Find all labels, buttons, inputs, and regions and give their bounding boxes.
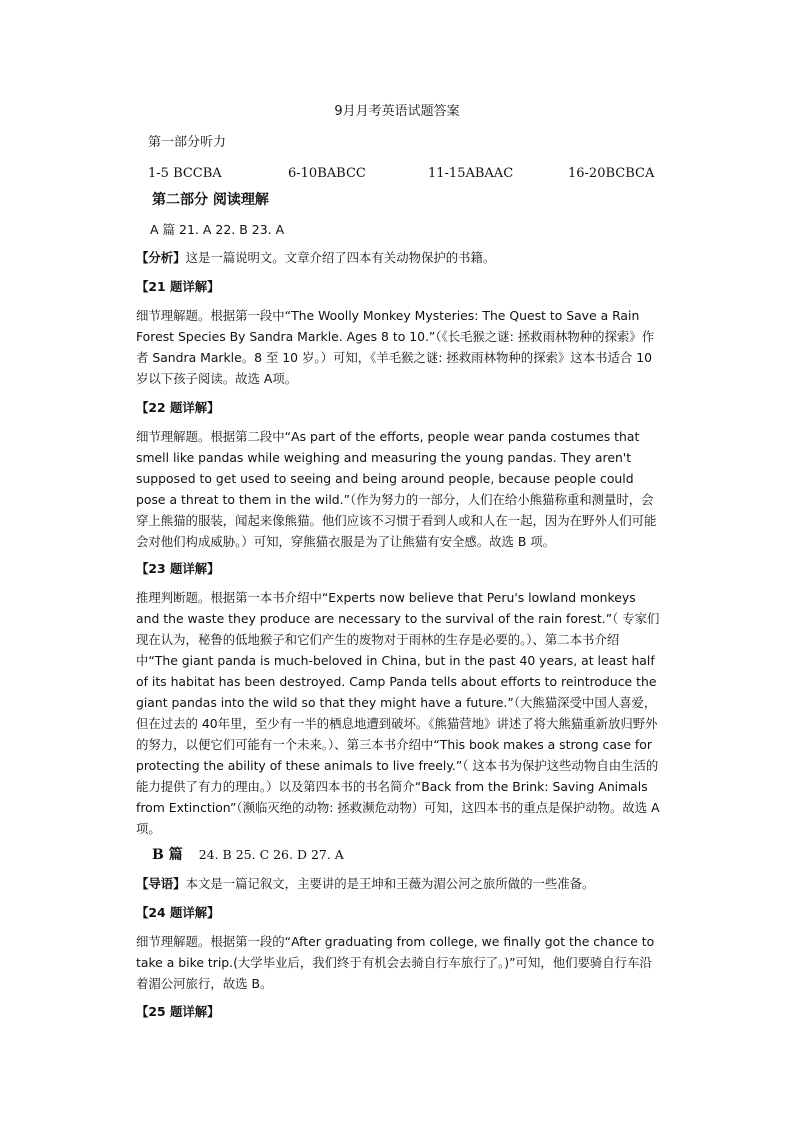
- guide-tag: 【导语】: [136, 876, 186, 891]
- part2-heading: 第二部分 阅读理解: [152, 192, 269, 208]
- section-b-answers: 24. B 25. C 26. D 27. A: [198, 847, 344, 862]
- answer-group-1: 1-5 BCCBA: [148, 166, 222, 181]
- q25-heading: 【25 题详解】: [136, 1004, 220, 1019]
- page-title: 9月月考英语试题答案: [334, 104, 460, 119]
- q23-paragraph: 推理判断题。根据第一本书介绍中“Experts now believe that Peru's lowland monkeys and the waste they produce are necessary to the survival of the rain forest.”（ 专家们现在认为，秘鲁的低地猴子和它们产生的废物对于雨林的生存是必要的。）、第二本书介绍中“The giant panda is much-beloved in China, but in the past 40 years, at least half of its habitat has been destroyed. Camp Panda tells about efforts to reintroduce the giant pandas into the wild so that they might have a future.”（大熊猫深受中国人喜爱，但在过去的 40年里，至少有一半的栖息地遭到破坏。《熊猫营地》讲述了将大熊猫重新放归野外的努力，以便它们可能有一个未来。）、第三本书介绍中“This book makes a strong case for protecting the ability of these animals to live freely.”（ 这本书为保护这些动物自由生活的能力提供了有力的理由。）以及第四本书的书名简介“Back from the Brink: Saving Animals from Extinction”（濒临灭绝的动物: 拯救濒危动物）可知，这四本书的重点是保护动物。故选 A项。: [136, 590, 660, 836]
- analysis-text: 这是一篇说明文。文章介绍了四本有关动物保护的书籍。: [185, 250, 496, 265]
- guide-text: 本文是一篇记叙文，主要讲的是王坤和王薇为湄公河之旅所做的一些准备。: [185, 876, 595, 891]
- q23-heading: 【23 题详解】: [136, 561, 220, 576]
- analysis-tag: 【分析】: [136, 250, 186, 265]
- analysis-line: [136, 247, 660, 268]
- answer-group-2: 6-10BABCC: [288, 166, 366, 181]
- guide-line: [136, 873, 660, 894]
- part1-heading: 第一部分听力: [148, 135, 227, 150]
- q21-paragraph: 细节理解题。根据第一段中“The Woolly Monkey Mysteries: The Quest to Save a Rain Forest Species By Sandra Markle. Ages 8 to 10.”（《长毛猴之谜: 拯救雨林物种的探索》作者 Sandra Markle。8 至 10 岁。）可知，《羊毛猴之谜: 拯救雨林物种的探索》这本书适合 10岁以下孩子阅读。故选 A项。: [136, 308, 655, 386]
- answer-group-3: 11-15ABAAC: [428, 166, 514, 181]
- q24-paragraph: 细节理解题。根据第一段的“After graduating from college, we finally got the chance to take a bike trip.(大学毕业后，我们终于有机会去骑自行车旅行了。)”可知，他们要骑自行车沿着湄公河旅行，故选 B。: [136, 934, 655, 991]
- section-b-line: [152, 845, 344, 865]
- q24-heading: 【24 题详解】: [136, 905, 220, 920]
- section-a-answers: A 篇 21. A 22. B 23. A: [150, 222, 285, 237]
- answer-group-4: 16-20BCBCA: [568, 166, 655, 181]
- q22-heading: 【22 题详解】: [136, 400, 220, 415]
- q21-heading: 【21 题详解】: [136, 279, 220, 294]
- section-b-label: B 篇: [152, 847, 183, 863]
- q22-paragraph: 细节理解题。根据第二段中“As part of the efforts, people wear panda costumes that smell like pandas while weighing and measuring the young pandas. They aren't supposed to get used to seeing and being around people, because people could pose a threat to them in the wild.”（作为努力的一部分，人们在给小熊猫称重和测量时，会穿上熊猫的服装，闻起来像熊猫。他们应该不习惯于看到人或和人在一起，因为在野外人们可能会对他们构成威胁。）可知，穿熊猫衣服是为了让熊猫有安全感。故选 B 项。: [136, 429, 657, 549]
